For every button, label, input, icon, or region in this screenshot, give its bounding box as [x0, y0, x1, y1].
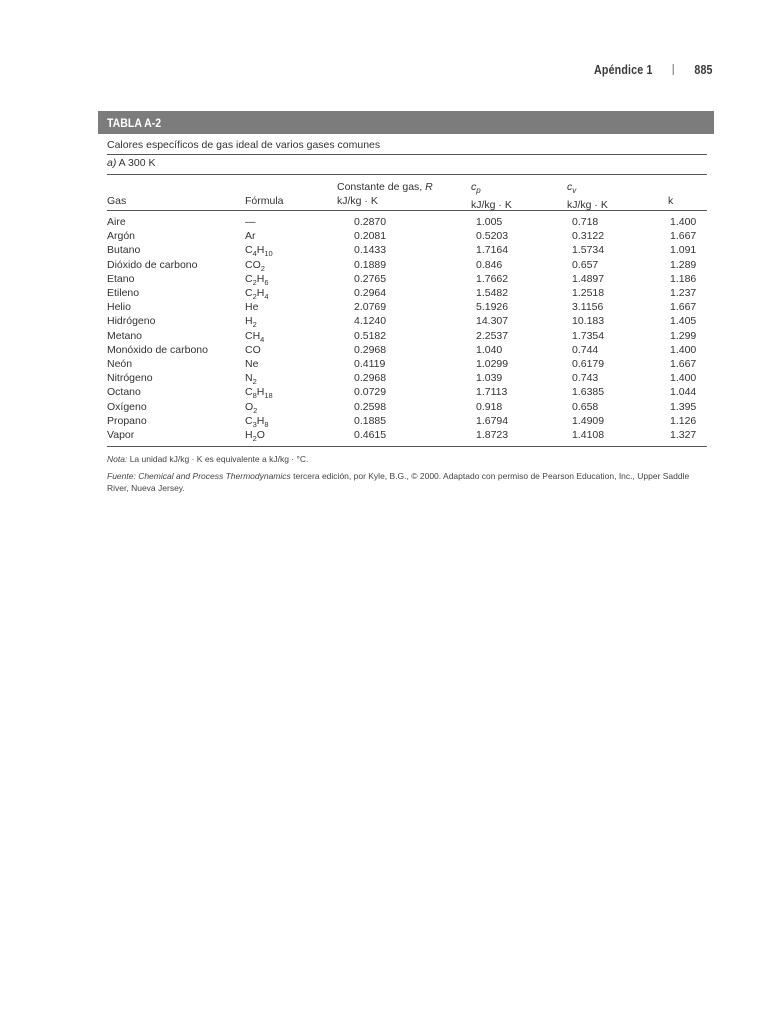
source-text: tercera edición, por Kyle, B.G., © 2000. Adaptado con permiso de Pearson Education, Inc., Upper Saddle River, Nueva Jersey.: [107, 471, 690, 493]
cell-r: 0.2870: [354, 216, 387, 228]
cell-cv: 1.7354: [572, 329, 605, 342]
cell-cp: 14.307: [476, 315, 509, 328]
formula-part: H: [256, 386, 265, 399]
formula-subscript: 8: [252, 391, 257, 401]
section-title: [107, 157, 155, 169]
table-source: [107, 470, 712, 494]
cell-k: 1.186: [670, 272, 697, 285]
cell-cp: 0.5203: [476, 230, 509, 243]
formula-subscript: 8: [264, 419, 269, 429]
note-label: Nota:: [107, 454, 128, 464]
cell-cp: 1.7164: [476, 244, 509, 257]
cell-cv: 0.744: [572, 343, 599, 356]
cell-cv: 10.183: [572, 315, 605, 328]
cell-k: 1.091: [670, 244, 697, 257]
cell-r: 0.4119: [354, 358, 386, 370]
col-header-cp-sub: p: [476, 186, 481, 196]
cell-cp: 1.005: [476, 216, 503, 228]
formula-part: H: [256, 287, 265, 299]
cell-r: 2.0769: [354, 301, 387, 314]
cell-k: 1.299: [670, 329, 697, 342]
cell-gas: Dióxido de carbono: [107, 258, 198, 271]
table-label: TABLA A-2: [107, 115, 162, 130]
cell-gas: Etileno: [107, 287, 140, 299]
formula-part: —: [245, 216, 256, 228]
source-title: Chemical and Process Thermodynamics: [135, 471, 291, 481]
cell-cp: 1.5482: [476, 287, 509, 299]
cell-gas: Oxígeno: [107, 400, 147, 413]
cell-gas: Hidrógeno: [107, 315, 156, 328]
cell-r: 0.2964: [354, 287, 387, 299]
formula-part: H: [256, 272, 265, 285]
cell-gas: Octano: [107, 386, 141, 399]
cell-cv: 1.4108: [572, 429, 605, 441]
formula-part: He: [245, 301, 259, 314]
cell-formula: [245, 215, 256, 229]
formula-subscript: 4: [252, 249, 257, 259]
col-header-r: [337, 180, 433, 208]
formula-part: H: [256, 244, 265, 257]
cell-gas: Nitrógeno: [107, 372, 153, 385]
table-row: [0, 314, 768, 328]
col-header-r-title: Constante de gas,: [337, 181, 423, 193]
formula-part: O: [245, 400, 254, 413]
cell-k: 1.667: [670, 301, 697, 314]
cell-r: 0.4615: [354, 429, 387, 441]
cell-gas: Neón: [107, 358, 133, 370]
col-header-r-symbol: R: [425, 181, 433, 193]
formula-part: Ne: [245, 358, 259, 370]
cell-formula: [245, 229, 256, 243]
cell-k: 1.400: [670, 216, 697, 228]
table-row: [0, 343, 768, 357]
table-row: [0, 258, 768, 272]
cell-cv: 0.3122: [572, 230, 605, 243]
cell-gas: Aire: [107, 216, 126, 228]
cell-k: 1.044: [670, 386, 697, 399]
cell-cv: 0.658: [572, 400, 599, 413]
cell-k: 1.327: [670, 429, 697, 441]
table-row: [0, 286, 768, 300]
formula-part: C: [245, 272, 253, 285]
formula-part: C: [245, 386, 253, 399]
formula-subscript: 3: [252, 419, 257, 429]
cell-cv: 0.657: [572, 258, 599, 271]
cell-cv: 0.743: [572, 372, 599, 385]
cell-formula: [245, 300, 258, 314]
cell-gas: Etano: [107, 272, 135, 285]
cell-cp: 1.7113: [476, 386, 508, 399]
formula-part: O: [256, 429, 265, 441]
cell-r: 0.1433: [354, 244, 387, 257]
table-row: [0, 215, 768, 229]
formula-subscript: 2: [260, 263, 265, 273]
formula-subscript: 2: [252, 320, 257, 330]
cell-gas: Butano: [107, 244, 141, 257]
formula-subscript: 18: [264, 391, 273, 401]
table-row: [0, 272, 768, 286]
cell-r: 0.1889: [354, 258, 387, 271]
cell-r: 0.2765: [354, 272, 387, 285]
formula-subscript: 2: [252, 377, 257, 387]
table-row: [0, 329, 768, 343]
cell-k: 1.667: [670, 230, 697, 243]
formula-part: C: [245, 287, 253, 299]
cell-cv: 0.6179: [572, 358, 605, 370]
cell-cp: 1.8723: [476, 429, 509, 441]
cell-r: 4.1240: [354, 315, 387, 328]
cell-r: 0.2081: [354, 230, 387, 243]
formula-subscript: 4: [264, 292, 269, 302]
formula-part: CH: [245, 329, 261, 342]
cell-gas: Monóxido de carbono: [107, 343, 208, 356]
bottom-rule: [107, 446, 707, 447]
table-row: [0, 385, 768, 399]
cell-gas: Propano: [107, 414, 147, 427]
formula-part: C: [245, 244, 253, 257]
cell-cv: 1.5734: [572, 244, 605, 257]
cell-r: 0.1885: [354, 414, 387, 427]
cell-k: 1.667: [670, 358, 697, 370]
col-header-cv-sub: v: [572, 186, 577, 196]
table-note: [107, 453, 712, 465]
cell-gas: Vapor: [107, 429, 135, 441]
col-header-cv: [567, 180, 608, 212]
cell-k: 1.289: [670, 258, 697, 271]
table-row: [0, 300, 768, 314]
header-rule: [107, 210, 707, 211]
cell-r: 0.2598: [354, 400, 387, 413]
cell-formula: [245, 343, 261, 357]
col-header-cp-symbol: c: [471, 181, 477, 193]
table-row: [0, 414, 768, 428]
table-row: [0, 357, 768, 371]
formula-part: H: [245, 315, 253, 328]
cell-cp: 1.7662: [476, 272, 509, 285]
formula-part: CO: [245, 258, 261, 271]
formula-subscript: 2: [252, 292, 257, 302]
running-head: [594, 62, 713, 77]
section-rule: [107, 174, 707, 175]
cell-cp: 1.0299: [476, 358, 509, 370]
cell-k: 1.405: [670, 315, 697, 328]
formula-subscript: 2: [253, 405, 258, 415]
formula-part: H: [256, 414, 265, 427]
cell-cv: 1.4909: [572, 414, 605, 427]
formula-subscript: 10: [264, 249, 273, 259]
cell-cp: 0.918: [476, 400, 503, 413]
cell-cp: 2.2537: [476, 329, 509, 342]
formula-subscript: 2: [252, 277, 257, 287]
col-header-r-unit: kJ/kg · K: [337, 195, 378, 207]
col-header-cp-unit: kJ/kg · K: [471, 199, 512, 212]
source-label: Fuente:: [107, 471, 136, 481]
formula-part: C: [245, 414, 253, 427]
cell-cp: 1.040: [476, 343, 503, 356]
note-text: La unidad kJ/kg · K es equivalente a kJ/kg · °C.: [127, 454, 309, 464]
col-header-k: k: [668, 195, 674, 207]
cell-r: 0.5182: [354, 329, 387, 342]
chapter-title: Apéndice 1: [594, 62, 653, 77]
cell-r: 0.2968: [354, 372, 387, 385]
formula-part: CO: [245, 343, 261, 356]
formula-subscript: 2: [252, 434, 257, 444]
cell-cv: 1.6385: [572, 386, 605, 399]
cell-gas: Argón: [107, 230, 136, 243]
formula-part: H: [245, 429, 253, 441]
cell-cp: 1.6794: [476, 414, 509, 427]
cell-k: 1.400: [670, 343, 697, 356]
cell-k: 1.395: [670, 400, 697, 413]
cell-cp: 0.846: [476, 258, 503, 271]
table-row: [0, 428, 768, 442]
caption-rule: [107, 154, 707, 155]
section-letter: a): [107, 157, 117, 169]
cell-cv: 0.718: [572, 216, 599, 228]
col-header-cv-symbol: c: [567, 181, 573, 193]
cell-cp: 5.1926: [476, 301, 509, 314]
cell-k: 1.400: [670, 372, 697, 385]
cell-r: 0.2968: [354, 343, 387, 356]
section-text: A 300 K: [116, 157, 156, 169]
cell-cv: 1.4897: [572, 272, 605, 285]
formula-part: Ar: [245, 230, 256, 243]
cell-r: 0.0729: [354, 386, 387, 399]
header-separator: [673, 64, 674, 75]
cell-k: 1.237: [670, 287, 697, 299]
cell-formula: [245, 357, 258, 371]
formula-subscript: 4: [260, 334, 265, 344]
page-number: 885: [694, 62, 713, 77]
table-row: [0, 371, 768, 385]
col-header-cp: [471, 180, 512, 212]
cell-cv: 1.2518: [572, 287, 605, 299]
cell-k: 1.126: [670, 414, 697, 427]
table-caption: Calores específicos de gas ideal de varios gases comunes: [107, 139, 381, 151]
table-row: [0, 400, 768, 414]
formula-subscript: 6: [264, 277, 269, 287]
col-header-formula: Fórmula: [245, 195, 284, 207]
cell-cv: 3.1156: [572, 301, 604, 314]
cell-gas: Metano: [107, 329, 143, 342]
table-label-bar: [98, 111, 714, 134]
col-header-cv-unit: kJ/kg · K: [567, 199, 608, 212]
cell-gas: Helio: [107, 301, 131, 314]
cell-cp: 1.039: [476, 372, 503, 385]
formula-part: N: [245, 372, 253, 385]
col-header-gas: Gas: [107, 195, 127, 207]
table-row: [0, 229, 768, 243]
table-row: [0, 243, 768, 257]
cell-formula: [245, 428, 265, 446]
